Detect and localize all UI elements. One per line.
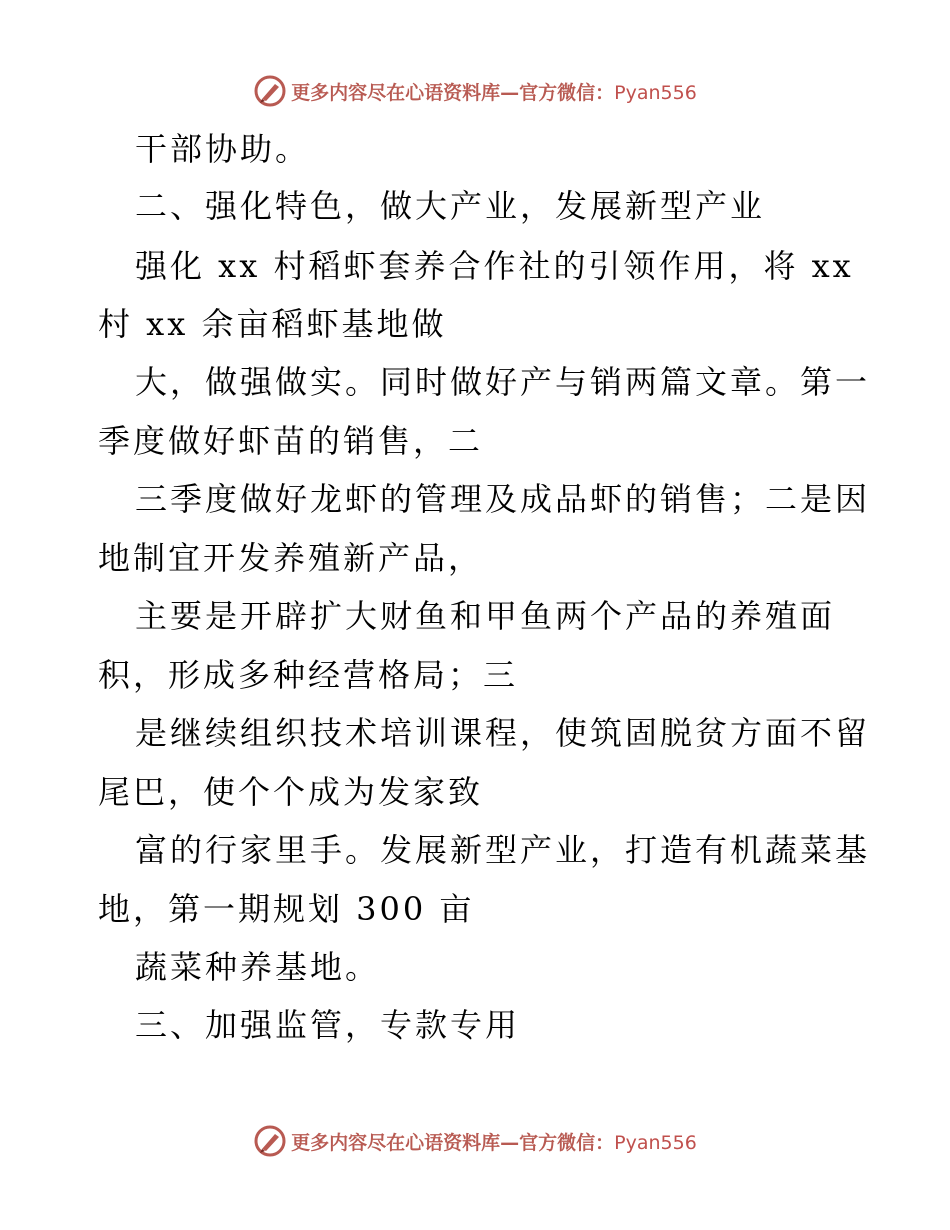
- text-line: 季度做好虾苗的销售，二: [98, 422, 484, 460]
- text-line: 干部协助。: [135, 130, 311, 168]
- text-line: 村 xx 余亩稻虾基地做: [98, 305, 447, 343]
- footer-banner-label: 更多内容尽在心语资料库—官方微信：: [291, 1131, 615, 1154]
- pen-logo-icon: [253, 74, 287, 108]
- pen-logo-icon: [253, 1124, 287, 1158]
- text-line: 主要是开辟扩大财鱼和甲鱼两个产品的养殖面: [135, 597, 836, 635]
- text-line: 三季度做好龙虾的管理及成品虾的销售；二是因: [135, 480, 871, 518]
- footer-banner-text: [291, 1128, 697, 1155]
- header-banner-text: [291, 78, 697, 105]
- text-line: 蔬菜种养基地。: [135, 948, 381, 986]
- text-line: 大，做强做实。同时做好产与销两篇文章。第一: [135, 363, 871, 401]
- header-banner: [0, 71, 950, 111]
- text-line: 地制宜开发养殖新产品，: [98, 539, 484, 577]
- footer-wechat-id: Pyan556: [614, 1131, 697, 1154]
- text-line: 是继续组织技术培训课程，使筑固脱贫方面不留: [135, 714, 871, 752]
- section-heading: 三、加强监管，专款专用: [135, 1006, 521, 1044]
- header-wechat-id: Pyan556: [614, 81, 697, 104]
- footer-banner: [0, 1121, 950, 1161]
- text-line: 地，第一期规划 300 亩: [98, 890, 475, 928]
- text-line: 富的行家里手。发展新型产业，打造有机蔬菜基: [135, 831, 871, 869]
- section-heading: 二、强化特色，做大产业，发展新型产业: [135, 187, 766, 225]
- text-line: 强化 xx 村稻虾套养合作社的引领作用，将 xx: [135, 247, 854, 285]
- text-line: 积，形成多种经营格局；三: [98, 656, 519, 694]
- text-line: 尾巴，使个个成为发家致: [98, 773, 484, 811]
- header-banner-label: 更多内容尽在心语资料库—官方微信：: [291, 81, 615, 104]
